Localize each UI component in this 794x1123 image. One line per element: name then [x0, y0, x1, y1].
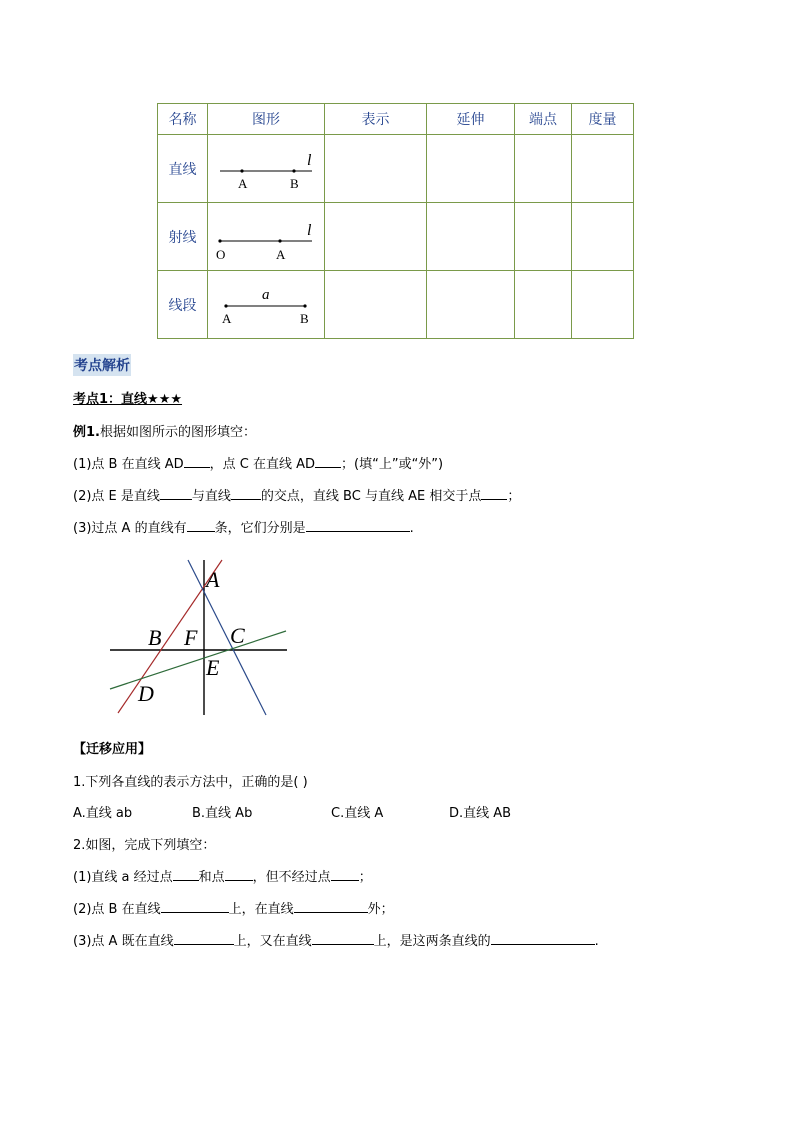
answer-blank[interactable]: [481, 487, 507, 500]
transfer-q1: 1.下列各直线的表示方法中，正确的是( ): [73, 775, 308, 790]
cell-line-extension: [427, 135, 515, 203]
transfer-q2: 2.如图，完成下列填空：: [73, 838, 216, 853]
option-c[interactable]: C.直线 A: [331, 806, 384, 821]
answer-blank[interactable]: [225, 868, 253, 881]
section-title: 考点解析: [73, 354, 131, 376]
header-name: 名称: [158, 104, 208, 135]
label-c: C: [230, 623, 245, 648]
answer-blank[interactable]: [231, 487, 261, 500]
q2-part-d: ；: [507, 489, 521, 504]
answer-blank[interactable]: [187, 519, 215, 532]
example1-text: 根据如图所示的图形填空：: [99, 425, 256, 440]
point1-heading: 考点1：直线★★★: [73, 392, 183, 407]
blue-line: [188, 560, 266, 715]
q2-1-part-d: ；: [358, 870, 372, 885]
answer-blank[interactable]: [160, 487, 192, 500]
figure-ray-cell: [208, 203, 325, 271]
q2-3-part-a: (3)点 A 既在直线: [73, 934, 174, 949]
option-a[interactable]: A.直线 ab: [73, 806, 133, 821]
cell-line-notation: [325, 135, 427, 203]
header-notation: 表示: [325, 104, 427, 135]
answer-blank[interactable]: [161, 900, 229, 913]
cell-ray-extension: [427, 203, 515, 271]
example1-q3: [73, 517, 414, 536]
option-b[interactable]: B.直线 Ab: [192, 806, 253, 821]
header-measure: 度量: [572, 104, 634, 135]
example1-intro: [73, 421, 256, 440]
cell-segment-endpoints: [515, 271, 572, 339]
segment-label-a: a: [262, 287, 270, 303]
q2-part-b: 与直线: [191, 489, 231, 504]
q2-2-part-a: (2)点 B 在直线: [73, 902, 161, 917]
q2-3-part-c: 上，是这两条直线的: [373, 934, 491, 949]
q2-part-c: 的交点，直线 BC 与直线 AE 相交于点: [260, 489, 482, 504]
q1-part-b: ，点 C 在直线 AD: [209, 457, 316, 472]
row-name-ray: 射线: [158, 203, 208, 271]
example1-q1: [73, 453, 443, 472]
figure-line-cell: [208, 135, 325, 203]
segment-figure: [208, 271, 324, 338]
line-point-a: A: [238, 176, 248, 191]
row-name-line: 直线: [158, 135, 208, 203]
q2-2-part-b: 上，在直线: [228, 902, 294, 917]
cell-segment-extension: [427, 271, 515, 339]
answer-blank[interactable]: [174, 932, 234, 945]
transfer-q2-3: [73, 930, 599, 949]
q1-part-a: (1)点 B 在直线 AD: [73, 457, 184, 472]
segment-point-b: B: [300, 311, 309, 326]
answer-blank[interactable]: [312, 932, 374, 945]
cell-ray-notation: [325, 203, 427, 271]
cell-segment-measure: [572, 271, 634, 339]
q1-part-c: ；(填“上”或“外”): [341, 457, 444, 472]
q2-1-part-b: 和点: [198, 870, 225, 885]
q3-part-b: 条，它们分别是: [214, 521, 306, 536]
answer-blank[interactable]: [315, 455, 341, 468]
row-name-segment: 线段: [158, 271, 208, 339]
option-d[interactable]: D.直线 AB: [449, 806, 512, 821]
transfer-title: 【迁移应用】: [73, 742, 152, 757]
cell-ray-measure: [572, 203, 634, 271]
q2-part-a: (2)点 E 是直线: [73, 489, 160, 504]
q3-part-c: .: [409, 521, 414, 536]
q2-1-part-c: ，但不经过点: [252, 870, 331, 885]
q2-2-part-c: 外；: [367, 902, 394, 917]
ray-figure: [208, 203, 324, 270]
cell-segment-notation: [325, 271, 427, 339]
transfer-q2-2: [73, 898, 394, 917]
segment-point-a: A: [222, 311, 232, 326]
ray-point-a: A: [276, 247, 286, 262]
label-b: B: [148, 625, 162, 650]
q3-part-a: (3)过点 A 的直线有: [73, 521, 187, 536]
header-endpoints: 端点: [515, 104, 572, 135]
label-d: D: [138, 681, 154, 706]
answer-blank[interactable]: [306, 519, 410, 532]
label-a: A: [206, 567, 220, 592]
line-label-l: l: [307, 152, 312, 169]
example1-q2: [73, 485, 520, 504]
green-line: [110, 631, 286, 689]
figure-segment-cell: [208, 271, 325, 339]
cell-line-endpoints: [515, 135, 572, 203]
cell-ray-endpoints: [515, 203, 572, 271]
header-extension: 延伸: [427, 104, 515, 135]
q2-1-part-a: (1)直线 a 经过点: [73, 870, 173, 885]
line-figure: [208, 135, 324, 202]
cell-line-measure: [572, 135, 634, 203]
answer-blank[interactable]: [184, 455, 210, 468]
ray-label-l: l: [307, 222, 312, 239]
answer-blank[interactable]: [491, 932, 595, 945]
answer-blank[interactable]: [173, 868, 199, 881]
line-point-b: B: [290, 176, 299, 191]
summary-table: [157, 103, 634, 339]
transfer-q2-1: [73, 866, 372, 885]
label-f: F: [184, 625, 198, 650]
answer-blank[interactable]: [294, 900, 368, 913]
answer-blank[interactable]: [331, 868, 359, 881]
ray-point-o: O: [216, 247, 226, 262]
lines-figure: [100, 555, 300, 725]
label-e: E: [206, 655, 220, 680]
q2-3-part-b: 上，又在直线: [233, 934, 312, 949]
header-figure: 图形: [208, 104, 325, 135]
q2-3-part-d: .: [594, 934, 599, 949]
example1-label: 例1.: [73, 425, 100, 440]
